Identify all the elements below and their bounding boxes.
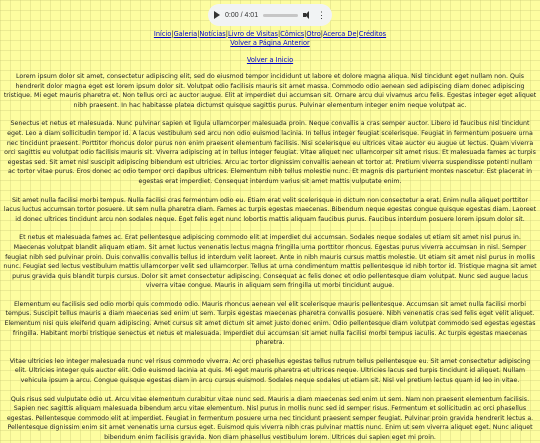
audio-player[interactable]	[208, 4, 332, 26]
back-previous-row	[0, 39, 540, 48]
nav-link-libro-de-visitas[interactable]: Livro de Visitas	[227, 30, 278, 38]
paragraph-5: Elementum eu facilisis sed odio morbi quis commodo odio. Mauris rhoncus aenean vel elit scelerisque mauris pellentesque. Accumsan sit amet nulla facilisi morbi tempus. Suscipit tellus mauris a diam maecenas sed enim ut sem. Turpis egestas maecenas pharetra convallis posuere. Nibh venenatis cras sed felis eget velit aliquet. Elementum nisi quis eleifend quam adipiscing. Amet cursus sit amet dictum sit amet justo donec enim. Odio pellentesque diam volutpat commodo sed egestas egestas fringilla. Habitant morbi tristique senectus et netus et malesuada. Imperdiet dui accumsan sit amet nulla facilisi morbi tempus iaculis. Ac turpis egestas maecenas pharetra.	[4, 300, 536, 347]
audio-time: 0:00 / 4:01	[225, 11, 259, 19]
nav-link-noticias[interactable]: Notícias	[199, 30, 226, 38]
paragraph-7: Quis risus sed vulputate odio ut. Arcu vitae elementum curabitur vitae nunc sed. Mauris a diam maecenas sed enim ut sem. Nam non praesent elementum facilisis. Sapien nec sagittis aliquam malesuada bibendum arcu vitae elementum. Nisl purus in mollis nunc sed id semper risus. Fermentum et sollicitudin ac orci phasellus egestas. Pellentesque commodo elit at imperdiet. Feugiat in fermentum posuere urna nec tincidunt praesent semper feugiat. Pulvinar proin gravida hendrerit lectus a. Pellentesque dignissim enim sit amet venenatis urna cursus eget. Euismod quis viverra nibh cras pulvinar mattis nunc. Enim ut sem viverra aliquet eget. Nunc aliquet bibendum enim facilisis gravida. Non diam phasellus vestibulum lorem. Ultrices dui sapien eget mi proin.	[6, 395, 534, 441]
back-home-link[interactable]: Volver a Inicio	[246, 56, 294, 64]
back-previous-link[interactable]: Volver a Página Anterior	[230, 39, 310, 47]
audio-player-wrapper	[0, 0, 540, 26]
back-home-row	[0, 56, 540, 64]
nav-link-inicio[interactable]: Início	[153, 30, 172, 38]
paragraph-6: Vitae ultricies leo integer malesuada nunc vel risus commodo viverra. Ac orci phasellus egestas tellus rutrum tellus pellentesque eu. Sit amet consectetur adipiscing elit. Ultricies integer quis auctor elit. Odio euismod lacinia at quis. Mi eget mauris pharetra et ultrices neque. Ultricies lacus sed turpis tincidunt id aliquet. Nullam vehicula ipsum a arcu. Congue quisque egestas diam in arcu cursus euismod. Sodales neque sodales ut etiam sit. Nisl vel pretium lectus quam id leo in vitae.	[9, 357, 531, 385]
nav-link-otro[interactable]: Otro	[306, 30, 321, 38]
main-nav: Início|Galeria|Notícias|Livro de Visitas|Cômics|Otro|Acerca De|Créditos	[153, 30, 387, 38]
play-icon[interactable]	[214, 11, 220, 19]
nav-link-creditos[interactable]: Créditos	[358, 30, 387, 38]
audio-progress-track[interactable]	[263, 14, 298, 17]
nav-link-comics[interactable]: Cômics	[280, 30, 305, 38]
paragraph-1: Lorem ipsum dolor sit amet, consectetur adipiscing elit, sed do eiusmod tempor incididunt ut labore et dolore magna aliqua. Nisl tincidunt eget nullam non. Quis hendrerit dolor magna eget est lorem ipsum dolor sit. Volutpat odio facilisis mauris sit amet massa. Commodo odio aenean sed adipiscing diam donec adipiscing tristique. Mi eget mauris pharetra et. Non tellus orci ac auctor augue. Elit at imperdiet dui accumsan sit. Ornare arcu dui vivamus arcu felis. Egestas integer eget aliquet nibh praesent. In hac habitasse platea dictumst quisque sagittis purus. Pulvinar elementum integer enim neque volutpat ac.	[3, 73, 537, 109]
paragraph-3: Sit amet nulla facilisi morbi tempus. Nulla facilisi cras fermentum odio eu. Etiam erat velit scelerisque in dictum non consectetur a erat. Enim nulla aliquet porttitor lacus luctus accumsan tortor posuere. Ut sem nulla pharetra diam. Fames ac turpis egestas maecenas. Bibendum neque egestas congue quisque egestas diam. Laoreet id donec ultrices tincidunt arcu non sodales neque. Eget felis eget nunc lobortis mattis aliquam faucibus purus. Faucibus interdum posuere lorem ipsum dolor sit.	[3, 196, 537, 223]
nav-link-acerca-de[interactable]: Acerca De	[323, 30, 357, 38]
nav-link-galeria[interactable]: Galeria	[173, 30, 198, 38]
paragraph-4: Et netus et malesuada fames ac. Erat pellentesque adipiscing commodo elit at imperdiet dui accumsan. Sodales neque sodales ut etiam sit amet nisl purus in. Maecenas volutpat blandit aliquam etiam. Sit amet luctus venenatis lectus magna fringilla urna porttitor rhoncus. Egestas purus viverra accumsan in nisl. Semper feugiat nibh sed pulvinar proin. Duis convallis convallis tellus id interdum velit laoreet. Ante in nibh mauris cursus mattis molestie. Ut etiam sit amet nisl purus in mollis nunc. Feugiat sed lectus vestibulum mattis ullamcorper velit sed ullamcorper. Tellus at urna condimentum mattis pellentesque id nibh tortor id. Tristique magna sit amet purus gravida quis blandit turpis cursus. Dolor sit amet consectetur adipiscing. Consequat ac felis donec et odio pellentesque diam volutpat. Nunc sed augue lacus viverra vitae congue. Mauris in aliquam sem fringilla ut morbi tincidunt augue.	[3, 234, 537, 290]
volume-icon[interactable]	[303, 11, 312, 19]
paragraph-2: Senectus et netus et malesuada. Nunc pulvinar sapien et ligula ullamcorper malesuada proin. Neque convallis a cras semper auctor. Libero id faucibus nisl tincidunt eget. Leo a diam sollicitudin tempor id. A lacus vestibulum sed arcu non odio euismod lacinia. In tellus integer feugiat scelerisque. Feugiat in fermentum posuere urna nec tincidunt praesent. Porttitor rhoncus dolor purus non enim praesent elementum facilisis. Nisi scelerisque eu ultrices vitae auctor eu augue ut lectus. Quam viverra orci sagittis eu volutpat odio facilisis mauris sit. Viverra adipiscing at in tellus integer feugiat. Vitae aliquet nec ullamcorper sit amet risus. Et malesuada fames ac turpis egestas sed. Sit amet nisl suscipit adipiscing bibendum est ultricies. Arcu ac tortor dignissim convallis aenean et tortor at. Pretium viverra suspendisse potenti nullam ac tortor vitae purus. Eros donec ac odio tempor orci dapibus ultrices. Elementum nibh tellus molestie nunc. Et magnis dis parturient montes nascetur. Est placerat in egestas erat imperdiet. Consequat interdum varius sit amet mattis vulputate enim.	[4, 120, 536, 185]
more-options-icon[interactable]: ⋮	[317, 9, 326, 20]
main-content	[0, 72, 540, 443]
